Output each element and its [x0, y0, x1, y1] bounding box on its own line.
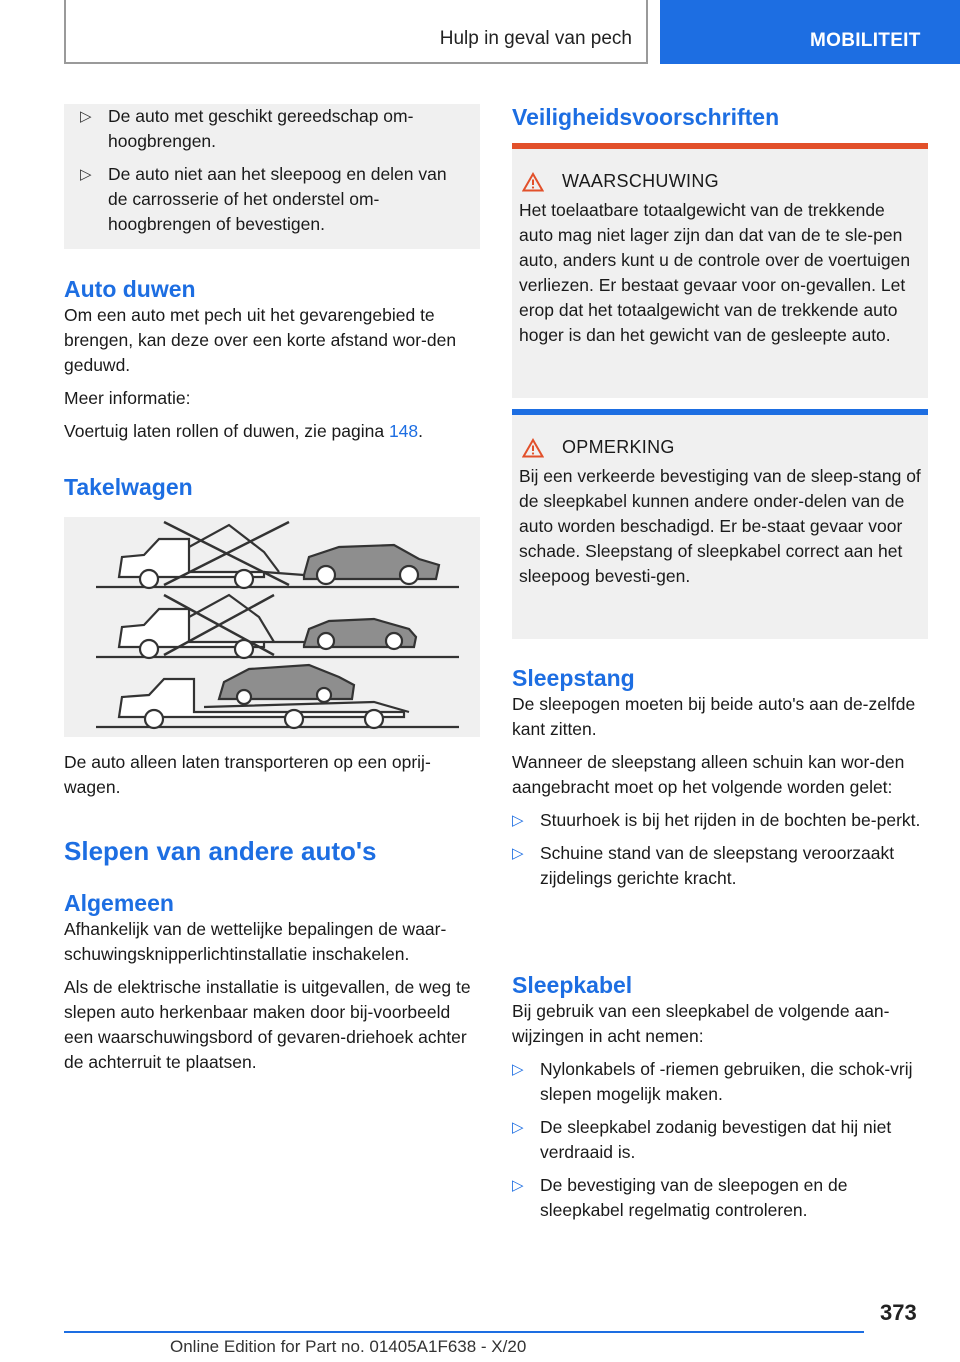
tow-truck-illustration [64, 517, 480, 737]
paragraph: Om een auto met pech uit het gevarengebied te brengen, kan deze over een korte afstand wor-den geduwd. [64, 305, 457, 375]
warning-title [512, 169, 928, 194]
paragraph: Wanneer de sleepstang alleen schuin kan wor-den aangebracht moet op het volgende worden gelet: [512, 752, 905, 797]
paragraph: Afhankelijk van de wettelijke bepalingen de waar-schuwingsknipperlichtinstallatie inschakelen. [64, 919, 447, 964]
paragraph: Als de elektrische installatie is uitgevallen, de weg te slepen auto herkenbaar maken door bij-voorbeeld een waarschuwingsbord of gevaren-driehoek achter de achterruit te plaatsen. [64, 977, 471, 1072]
notice-title [512, 435, 928, 460]
warning-text: Het toelaatbare totaalgewicht van de trekkende auto mag niet lager zijn dan dat van de te sle-pen auto, anders kunt u de controle over de voertuigen verliezen. Er bestaat gevaar voor on-gevallen. Let erop dat het totaalgewicht van de trekkende auto hoger is dan het gewicht van de gesleepte auto. [519, 200, 911, 345]
illustration-caption [64, 750, 482, 800]
section-sleepstang [512, 664, 928, 891]
section-heading: Algemeen [64, 890, 174, 916]
list-item [512, 1173, 928, 1223]
section-heading: Auto duwen [64, 276, 196, 302]
section-takelwagen [64, 473, 482, 501]
paragraph: De sleepogen moeten bij beide auto's aan de-zelfde kant zitten. [512, 694, 916, 739]
notice-label: OPMERKING [562, 437, 675, 457]
list-item [80, 162, 460, 237]
section-heading: Veiligheidsvoorschriften [512, 104, 780, 130]
list-item-text: Nylonkabels of -riemen gebruiken, die schok-vrij slepen mogelijk maken. [540, 1059, 913, 1104]
triangle-bullet-icon: ▷ [80, 166, 92, 183]
page-number: 373 [880, 1300, 917, 1325]
notice-text: Bij een verkeerde bevestiging van de sleep-stang of de sleepkabel kunnen andere onder-delen van de auto worden beschadigd. Er be-staat gevaar voor schade. Sleepstang of sleepkabel correct aan het sleepoog bevesti-gen. [519, 466, 921, 586]
list-item-text: De auto niet aan het sleepoog en delen van de carrosserie of het onderstel om-hoogbrengen of bevestigen. [108, 164, 447, 234]
towing-illustration [64, 517, 480, 737]
header-section-label: Hulp in geval van pech [439, 28, 632, 49]
list-item-text: De bevestiging van de sleepogen en de sleepkabel regelmatig controleren. [540, 1175, 848, 1220]
list-item [512, 1057, 928, 1107]
warning-box [512, 149, 928, 398]
footer-edition: Online Edition for Part no. 01405A1F638 - X/20 [170, 1337, 527, 1356]
list-item [512, 808, 928, 833]
triangle-bullet-icon: ▷ [512, 1061, 524, 1078]
cross-reference: Voertuig laten rollen of duwen, zie pagina 148. [64, 421, 424, 441]
page-link[interactable]: 148 [388, 421, 419, 441]
chapter-heading: Slepen van andere auto's [64, 836, 377, 866]
list-item-text: De sleepkabel zodanig bevestigen dat hij niet verdraaid is. [540, 1117, 892, 1162]
footer-divider [64, 1331, 864, 1333]
triangle-bullet-icon: ▷ [512, 812, 524, 829]
header-chapter[interactable] [660, 0, 960, 64]
triangle-bullet-icon: ▷ [512, 1177, 524, 1194]
note-box [64, 104, 480, 249]
triangle-bullet-icon: ▷ [512, 845, 524, 862]
list-item-text: Stuurhoek is bij het rijden in de bochten be-perkt. [540, 810, 921, 830]
section-heading: Sleepkabel [512, 972, 633, 998]
warning-triangle-icon [522, 172, 544, 192]
list-item-text: Schuine stand van de sleepstang veroorzaakt zijdelings gerichte kracht. [540, 843, 895, 888]
paragraph: Bij gebruik van een sleepkabel de volgende aan-wijzingen in acht nemen: [512, 1001, 890, 1046]
notice-box [512, 415, 928, 639]
warning-label: WAARSCHUWING [562, 171, 719, 191]
section-slepen [64, 835, 482, 1075]
list-item [80, 104, 460, 154]
section-heading: Sleepstang [512, 665, 635, 691]
section-sleepkabel [512, 971, 928, 1223]
header-chapter-label: MOBILITEIT [810, 30, 921, 51]
section-veiligheid [512, 103, 928, 131]
paragraph: Meer informatie: [64, 388, 191, 408]
list-item [512, 1115, 928, 1165]
section-heading: Takelwagen [64, 474, 193, 500]
triangle-bullet-icon: ▷ [512, 1119, 524, 1136]
triangle-bullet-icon: ▷ [80, 108, 92, 125]
header-section [64, 0, 648, 64]
section-auto-duwen [64, 275, 482, 444]
list-item [512, 841, 928, 891]
notice-triangle-icon [522, 438, 544, 458]
list-item-text: De auto met geschikt gereedschap om-hoogbrengen. [108, 106, 414, 151]
caption-text: De auto alleen laten transporteren op een oprij-wagen. [64, 752, 431, 797]
